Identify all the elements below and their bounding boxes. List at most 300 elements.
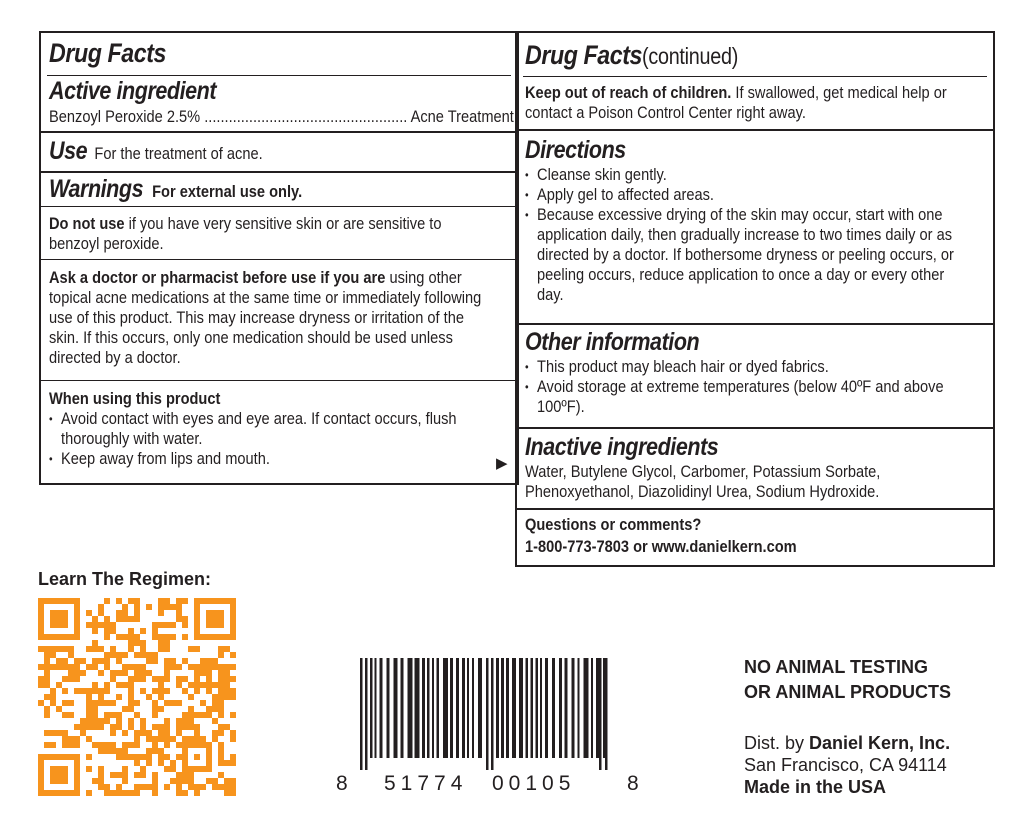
qr-module — [128, 754, 134, 760]
qr-module — [44, 682, 50, 688]
qr-module — [104, 790, 110, 796]
qr-module — [194, 712, 200, 718]
qr-module — [164, 640, 170, 646]
qr-module — [56, 634, 62, 640]
qr-module — [104, 622, 110, 628]
qr-module — [146, 748, 152, 754]
qr-module — [38, 754, 44, 760]
active-ingredient-heading: Active ingredient — [49, 77, 217, 105]
qr-module — [164, 664, 170, 670]
divider — [517, 129, 993, 131]
qr-module — [146, 604, 152, 610]
qr-module — [92, 718, 98, 724]
drug-facts-title: Drug Facts — [525, 40, 642, 70]
ask-doctor-text: use of this product. This may increase dryness or irritation of the — [49, 308, 464, 327]
qr-module — [194, 616, 200, 622]
distributor-address: San Francisco, CA 94114 — [744, 755, 947, 775]
keep-out-text: If swallowed, get medical help or — [735, 83, 947, 102]
divider — [41, 206, 517, 207]
bullet-item-cont: application daily, then gradually increase to two times daily or as — [537, 225, 953, 244]
ask-doctor-text: directed by a doctor. — [49, 348, 181, 367]
qr-module — [38, 610, 44, 616]
qr-module — [200, 664, 206, 670]
qr-module — [164, 754, 170, 760]
barcode-bar — [467, 658, 469, 758]
qr-module — [206, 670, 212, 676]
qr-module — [128, 700, 134, 706]
qr-module — [134, 604, 140, 610]
qr-module — [188, 766, 194, 772]
qr-module — [134, 616, 140, 622]
qr-module — [38, 664, 44, 670]
qr-module — [116, 610, 122, 616]
qr-module — [188, 712, 194, 718]
qr-module — [134, 730, 140, 736]
qr-module — [74, 628, 80, 634]
qr-module — [206, 712, 212, 718]
qr-module — [152, 706, 158, 712]
qr-module — [122, 610, 128, 616]
qr-module — [110, 652, 116, 658]
qr-module — [200, 670, 206, 676]
when-using-block — [49, 389, 523, 469]
qr-module — [110, 748, 116, 754]
barcode-digit-left: 8 — [336, 772, 348, 795]
qr-module — [62, 778, 68, 784]
barcode-bar — [427, 658, 430, 758]
qr-module — [38, 634, 44, 640]
qr-module — [170, 766, 176, 772]
qr-module — [38, 616, 44, 622]
bullet-item-cont: peeling occurs, reduce application to once a day or every other — [537, 265, 945, 284]
qr-module — [74, 772, 80, 778]
qr-module — [116, 598, 122, 604]
barcode-bar — [360, 658, 363, 770]
qr-module — [110, 676, 116, 682]
qr-module — [134, 640, 140, 646]
qr-module — [98, 742, 104, 748]
bullet-item: Avoid contact with eyes and eye area. If contact occurs, flush — [61, 409, 457, 428]
qr-module — [158, 604, 164, 610]
barcode-bar — [519, 658, 523, 758]
qr-module — [218, 724, 224, 730]
qr-module — [212, 706, 218, 712]
qr-module — [200, 736, 206, 742]
qr-module — [230, 610, 236, 616]
qr-module — [74, 664, 80, 670]
qr-module — [212, 778, 218, 784]
bullet-item-cont: thoroughly with water. — [61, 429, 203, 448]
qr-code-icon[interactable] — [38, 598, 236, 796]
qr-module — [50, 778, 56, 784]
qr-module — [116, 652, 122, 658]
qr-module — [188, 664, 194, 670]
qr-module — [116, 724, 122, 730]
qr-module — [98, 724, 104, 730]
qr-module — [206, 610, 212, 616]
qr-module — [164, 766, 170, 772]
qr-module — [110, 730, 116, 736]
qr-module — [224, 694, 230, 700]
qr-module — [206, 688, 212, 694]
qr-module — [182, 658, 188, 664]
bullet-item: Keep away from lips and mouth. — [61, 449, 270, 468]
qr-module — [194, 628, 200, 634]
qr-module — [194, 634, 200, 640]
qr-module — [62, 790, 68, 796]
qr-module — [152, 712, 158, 718]
qr-module — [104, 628, 110, 634]
qr-module — [218, 772, 224, 778]
barcode-bar — [491, 658, 494, 770]
qr-module — [164, 784, 170, 790]
qr-module — [212, 730, 218, 736]
ask-doctor-label: Ask a doctor or pharmacist before use if you are — [49, 268, 386, 287]
qr-module — [56, 622, 62, 628]
qr-module — [218, 688, 224, 694]
barcode-bar — [531, 658, 534, 758]
barcode-bar — [365, 658, 368, 770]
qr-module — [158, 598, 164, 604]
qr-module — [230, 712, 236, 718]
qr-module — [44, 670, 50, 676]
qr-module — [218, 742, 224, 748]
qr-module — [152, 628, 158, 634]
do-not-use-text: benzoyl peroxide. — [49, 234, 164, 253]
qr-module — [134, 610, 140, 616]
qr-module — [44, 730, 50, 736]
qr-module — [86, 688, 92, 694]
qr-module — [158, 754, 164, 760]
qr-module — [206, 622, 212, 628]
qr-module — [56, 664, 62, 670]
qr-module — [92, 646, 98, 652]
qr-module — [110, 712, 116, 718]
qr-module — [230, 676, 236, 682]
do-not-use-label: Do not use — [49, 214, 125, 233]
bullet-item: • Avoid storage at extreme temperatures (below 40ºF and above — [525, 377, 944, 397]
qr-module — [212, 718, 218, 724]
barcode-bar — [456, 658, 459, 758]
qr-module — [56, 778, 62, 784]
use-section — [49, 137, 297, 166]
qr-module — [56, 754, 62, 760]
qr-module — [158, 736, 164, 742]
qr-module — [182, 688, 188, 694]
qr-module — [122, 730, 128, 736]
qr-module — [56, 646, 62, 652]
qr-module — [182, 634, 188, 640]
qr-module — [140, 640, 146, 646]
qr-module — [176, 790, 182, 796]
qr-module — [74, 766, 80, 772]
qr-module — [56, 616, 62, 622]
qr-module — [164, 634, 170, 640]
qr-module — [194, 754, 200, 760]
barcode-digits-group2: 00105 — [492, 772, 576, 795]
barcode-bar — [370, 658, 373, 758]
qr-module — [56, 766, 62, 772]
qr-module — [152, 658, 158, 664]
barcode-bar — [572, 658, 575, 758]
drug-facts-panel-right — [515, 31, 995, 567]
qr-module — [146, 694, 152, 700]
qr-module — [158, 640, 164, 646]
qr-module — [122, 652, 128, 658]
continue-arrow-icon: ▶ — [496, 455, 508, 472]
qr-module — [56, 598, 62, 604]
qr-module — [68, 676, 74, 682]
qr-module — [92, 628, 98, 634]
qr-module — [122, 772, 128, 778]
qr-module — [194, 646, 200, 652]
qr-module — [206, 760, 212, 766]
qr-module — [116, 616, 122, 622]
qr-module — [218, 706, 224, 712]
qr-module — [74, 634, 80, 640]
qr-module — [194, 730, 200, 736]
qr-module — [116, 634, 122, 640]
qr-module — [194, 598, 200, 604]
qr-module — [140, 628, 146, 634]
barcode-bar — [422, 658, 425, 758]
qr-module — [170, 604, 176, 610]
keep-out-block — [525, 83, 1015, 123]
keep-out-label: Keep out of reach of children. — [525, 83, 732, 102]
qr-module — [176, 604, 182, 610]
barcode-bar — [501, 658, 504, 758]
qr-module — [116, 682, 122, 688]
qr-module — [212, 700, 218, 706]
qr-module — [188, 694, 194, 700]
qr-module — [50, 664, 56, 670]
qr-module — [194, 610, 200, 616]
qr-module — [86, 766, 92, 772]
qr-module — [158, 730, 164, 736]
qr-module — [56, 610, 62, 616]
qr-module — [122, 706, 128, 712]
qr-module — [104, 700, 110, 706]
qr-module — [146, 760, 152, 766]
qr-module — [74, 610, 80, 616]
qr-module — [104, 634, 110, 640]
qr-module — [224, 676, 230, 682]
qr-module — [152, 688, 158, 694]
distributor-company: Daniel Kern, Inc. — [809, 733, 951, 753]
qr-module — [128, 688, 134, 694]
qr-module — [86, 712, 92, 718]
qr-module — [170, 664, 176, 670]
qr-module — [92, 742, 98, 748]
qr-module — [122, 766, 128, 772]
qr-module — [68, 598, 74, 604]
qr-module — [158, 748, 164, 754]
qr-module — [80, 730, 86, 736]
qr-module — [182, 676, 188, 682]
barcode-bar — [380, 658, 383, 758]
continued-label: (continued) — [641, 43, 739, 69]
qr-module — [224, 634, 230, 640]
barcode-bar — [478, 658, 482, 758]
qr-module — [134, 652, 140, 658]
qr-module — [206, 706, 212, 712]
qr-module — [50, 646, 56, 652]
barcode-bar — [545, 658, 548, 758]
qr-module — [74, 688, 80, 694]
divider — [523, 76, 987, 77]
qr-module — [170, 658, 176, 664]
qr-module — [212, 610, 218, 616]
qr-module — [152, 622, 158, 628]
barcode-bar — [599, 658, 602, 770]
qr-module — [44, 676, 50, 682]
qr-module — [134, 754, 140, 760]
qr-module — [164, 598, 170, 604]
qr-module — [62, 616, 68, 622]
qr-module — [146, 736, 152, 742]
leader-dots: .................................................. — [204, 107, 408, 126]
qr-module — [104, 784, 110, 790]
barcode-bar — [552, 658, 555, 758]
directions-list — [525, 165, 1024, 305]
qr-module — [194, 604, 200, 610]
barcode-bar — [512, 658, 516, 758]
qr-module — [50, 598, 56, 604]
qr-module — [206, 742, 212, 748]
qr-module — [74, 676, 80, 682]
barcode-bar — [462, 658, 465, 758]
qr-module — [212, 622, 218, 628]
qr-module — [224, 688, 230, 694]
barcode-bar — [472, 658, 474, 758]
qr-module — [110, 790, 116, 796]
qr-module — [44, 646, 50, 652]
qr-module — [50, 634, 56, 640]
qr-module — [200, 712, 206, 718]
qr-module — [194, 664, 200, 670]
qr-module — [200, 784, 206, 790]
barcode-bar — [401, 658, 404, 758]
ask-doctor-block — [49, 268, 552, 368]
qr-module — [104, 658, 110, 664]
qr-module — [62, 712, 68, 718]
qr-module — [182, 760, 188, 766]
inactive-ingredients-list — [525, 462, 938, 502]
claim-line: NO ANIMAL TESTING — [744, 657, 928, 677]
qr-module — [230, 784, 236, 790]
qr-module — [68, 700, 74, 706]
qr-module — [86, 736, 92, 742]
qr-module — [74, 622, 80, 628]
qr-module — [140, 730, 146, 736]
qr-module — [176, 610, 182, 616]
qr-module — [164, 724, 170, 730]
qr-module — [50, 790, 56, 796]
qr-module — [74, 604, 80, 610]
bullet-item: • Apply gel to affected areas. — [525, 185, 954, 205]
qr-module — [212, 694, 218, 700]
qr-module — [110, 724, 116, 730]
qr-module — [206, 676, 212, 682]
qr-module — [128, 646, 134, 652]
qr-module — [182, 598, 188, 604]
qr-module — [224, 682, 230, 688]
qr-module — [170, 736, 176, 742]
qr-module — [170, 700, 176, 706]
qr-module — [200, 682, 206, 688]
qr-module — [50, 754, 56, 760]
qr-module — [80, 688, 86, 694]
qr-module — [128, 724, 134, 730]
qr-module — [230, 736, 236, 742]
qr-module — [50, 652, 56, 658]
qr-module — [134, 634, 140, 640]
qr-module — [56, 772, 62, 778]
qr-module — [92, 682, 98, 688]
qr-module — [182, 718, 188, 724]
qr-module — [200, 658, 206, 664]
warnings-section — [49, 175, 343, 204]
qr-module — [182, 736, 188, 742]
qr-module — [98, 670, 104, 676]
qr-module — [68, 712, 74, 718]
bullet-item-cont: directed by a doctor. If bothersome dryness or peeling occurs, or — [537, 245, 954, 264]
qr-module — [200, 634, 206, 640]
qr-module — [92, 664, 98, 670]
qr-module — [218, 784, 224, 790]
qr-module — [188, 742, 194, 748]
questions-contact: 1-800-773-7803 or www.danielkern.com — [525, 537, 797, 556]
barcode-bar — [408, 658, 413, 758]
qr-module — [224, 778, 230, 784]
qr-module — [122, 790, 128, 796]
qr-module — [188, 724, 194, 730]
qr-module — [110, 628, 116, 634]
qr-module — [128, 664, 134, 670]
qr-module — [68, 790, 74, 796]
qr-module — [218, 730, 224, 736]
qr-module — [140, 664, 146, 670]
qr-module — [134, 664, 140, 670]
drug-facts-panel-left — [39, 31, 519, 485]
qr-module — [122, 670, 128, 676]
qr-module — [104, 664, 110, 670]
qr-module — [62, 742, 68, 748]
qr-module — [206, 754, 212, 760]
barcode-bar — [437, 658, 440, 758]
qr-module — [140, 724, 146, 730]
qr-module — [158, 706, 164, 712]
qr-module — [182, 616, 188, 622]
qr-module — [170, 778, 176, 784]
qr-module — [44, 598, 50, 604]
qr-module — [230, 652, 236, 658]
qr-module — [194, 622, 200, 628]
qr-module — [176, 742, 182, 748]
qr-module — [218, 610, 224, 616]
qr-module — [128, 694, 134, 700]
qr-module — [50, 622, 56, 628]
qr-module — [152, 790, 158, 796]
qr-module — [98, 766, 104, 772]
qr-module — [146, 730, 152, 736]
qr-module — [38, 760, 44, 766]
qr-module — [38, 646, 44, 652]
barcode-bar — [559, 658, 562, 758]
qr-module — [110, 772, 116, 778]
qr-module — [152, 652, 158, 658]
qr-module — [134, 742, 140, 748]
